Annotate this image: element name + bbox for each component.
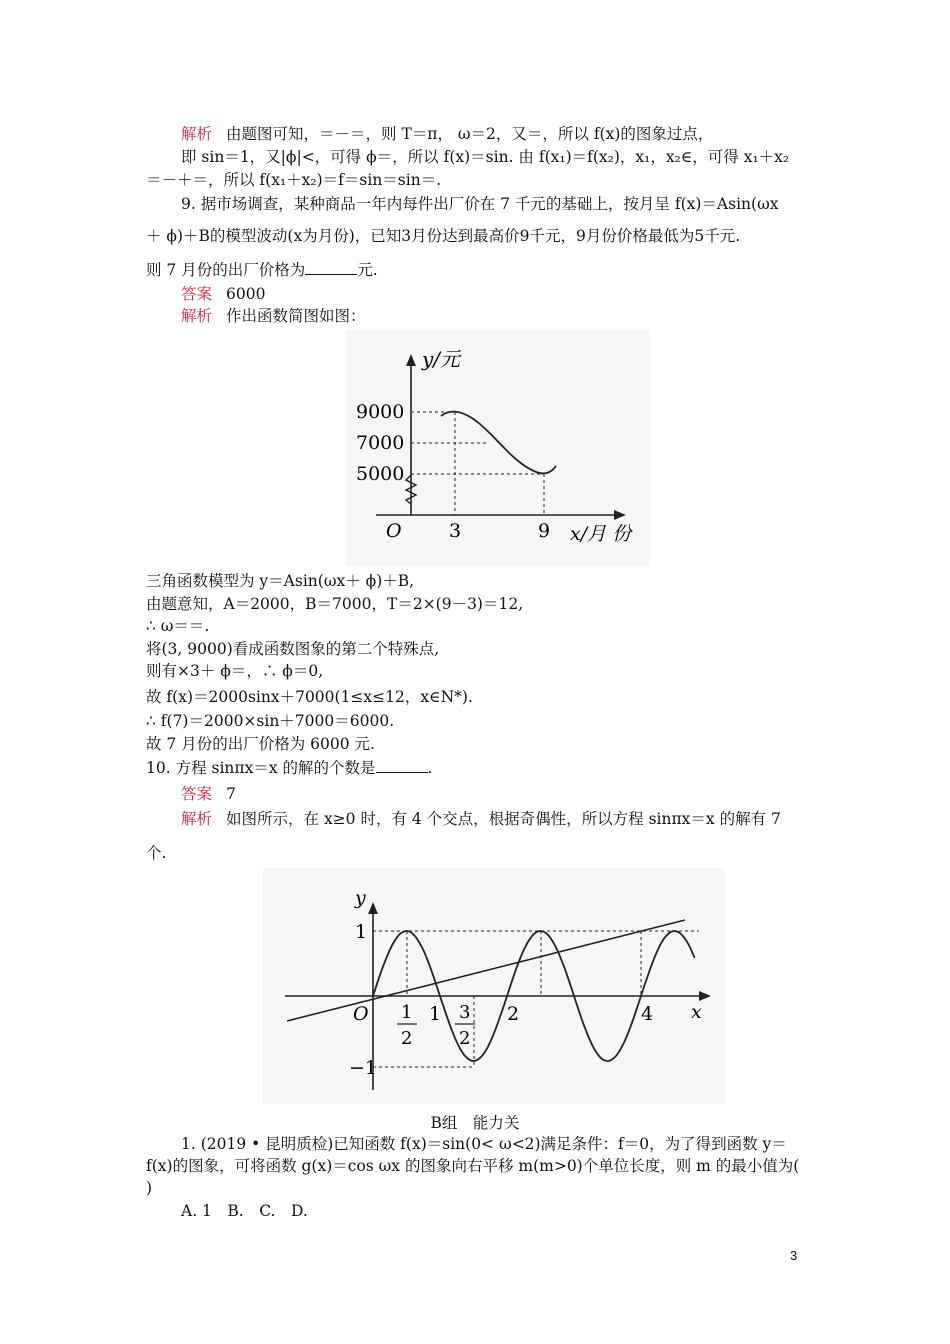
answer-label: 答案: [181, 285, 213, 303]
x-tick-three-halves-denominator: 2: [459, 1028, 471, 1049]
q9-solution-line-1: 三角函数模型为 y＝Asin(ωx＋ ϕ)＋B,: [146, 572, 415, 590]
q10-stem-end: .: [427, 759, 433, 777]
x-tick-2: 2: [507, 1003, 520, 1025]
b-q1-line-1: 1. (2019 • 昆明质检)已知函数 f(x)＝sin(0< ω<2)满足条件：f＝0，为了得到函数 y＝: [181, 1135, 787, 1153]
q10-answer: 7: [226, 785, 236, 803]
q9-solution-line-5: 则有×3＋ ϕ＝，∴ ϕ＝0,: [146, 662, 324, 680]
y-tick-1: 1: [355, 921, 368, 943]
analysis-label: 解析: [181, 307, 213, 325]
x-tick-4: 4: [641, 1003, 654, 1025]
q9-solution-line-8: 故 7 月份的出厂价格为 6000 元.: [146, 735, 375, 753]
origin-label: O: [353, 1003, 369, 1025]
y-tick-5000: 5000: [356, 463, 405, 485]
q9-stem-line-2: ＋ ϕ)＋B的模型波动(x为月份)，已知3月份达到最高价9千元，9月份价格最低为5千元.: [146, 227, 741, 245]
x-tick-half-denominator: 2: [401, 1028, 413, 1049]
section-heading: B组 能力关: [430, 1114, 520, 1132]
q10-answer-line: [181, 783, 236, 805]
y-axis-label: y: [355, 887, 366, 909]
analysis-label: 解析: [181, 125, 213, 143]
q9-solution-line-6: 故 f(x)＝2000sinx＋7000(1≤x≤12，x∈N*).: [146, 688, 473, 706]
b-q1-line-2: f(x)的图象，可将函数 g(x)＝cos ωx 的图象向右平移 m(m>0)个单位长度，则 m 的最小值为(: [146, 1157, 800, 1175]
q10-stem-line: [146, 757, 432, 779]
q8-analysis-line-2: 即 sin＝1，又|ϕ|<，可得 ϕ＝，所以 f(x)＝sin. 由 f(x₁)＝f(x₂)，x₁，x₂∈，可得 x₁＋x₂: [181, 148, 790, 166]
price-graph: [346, 330, 650, 566]
q10-stem-text: 10. 方程 sinπx＝x 的解的个数是: [146, 759, 376, 777]
sine-graph-figure: [263, 868, 725, 1104]
q9-answer-line: [181, 283, 265, 305]
sine-graph: [263, 868, 725, 1104]
q8-analysis-line-1: [181, 123, 713, 145]
x-axis-label: x: [691, 1001, 702, 1023]
q10-analysis-text: 如图所示，在 x≥0 时，有 4 个交点，根据奇偶性，所以方程 sinπx＝x 的解有 7: [226, 810, 781, 828]
q9-analysis-line: [181, 305, 366, 327]
y-tick-neg1: −1: [349, 1057, 378, 1079]
q10-analysis-line-2: 个.: [146, 844, 167, 862]
analysis-label: 解析: [181, 810, 213, 828]
y-axis-label: y/元: [422, 347, 461, 371]
x-tick-1: 1: [429, 1003, 442, 1025]
x-axis-label: x/月 份: [570, 523, 632, 545]
q9-stem-line-3: [146, 259, 378, 281]
answer-blank: [376, 758, 428, 773]
q9-answer: 6000: [226, 285, 266, 303]
q9-stem-end: 元.: [357, 261, 378, 279]
q9-stem-line-1: 9. 据市场调查，某种商品一年内每件出厂价在 7 千元的基础上，按月呈 f(x)＝Asin(ωx: [181, 195, 779, 213]
y-tick-9000: 9000: [356, 401, 405, 423]
x-tick-three-halves-numerator: 3: [459, 1002, 471, 1023]
x-tick-half-numerator: 1: [401, 1002, 413, 1023]
x-tick-9: 9: [538, 520, 551, 542]
q10-analysis-line-1: [181, 808, 781, 830]
q9-solution-line-4: 将(3, 9000)看成函数图象的第二个特殊点,: [146, 640, 440, 658]
x-tick-3: 3: [449, 520, 462, 542]
origin-label: O: [386, 520, 402, 542]
page-number: 3: [790, 1248, 798, 1263]
q9-solution-line-7: ∴ f(7)＝2000×sin＋7000＝6000.: [146, 712, 395, 730]
answer-blank: [305, 260, 357, 275]
answer-label: 答案: [181, 785, 213, 803]
q9-stem-text: 则 7 月份的出厂价格为: [146, 261, 306, 279]
q9-solution-line-3: ∴ ω＝＝.: [146, 617, 210, 635]
q9-analysis-text: 作出函数简图如图：: [226, 307, 366, 325]
q8-analysis-text-1: 由题图可知，＝－＝，则 T＝π， ω＝2，又＝，所以 f(x)的图象过点，: [226, 125, 714, 143]
y-tick-7000: 7000: [356, 432, 405, 454]
b-q1-line-3: ): [146, 1179, 153, 1197]
q8-analysis-line-3: ＝－＋＝，所以 f(x₁＋x₂)＝f＝sin＝sin＝.: [146, 171, 442, 189]
b-q1-options: A. 1 B. C. D.: [181, 1202, 308, 1220]
q9-solution-line-2: 由题意知，A＝2000，B＝7000，T＝2×(9－3)＝12,: [146, 595, 524, 613]
price-graph-figure: [346, 330, 650, 566]
